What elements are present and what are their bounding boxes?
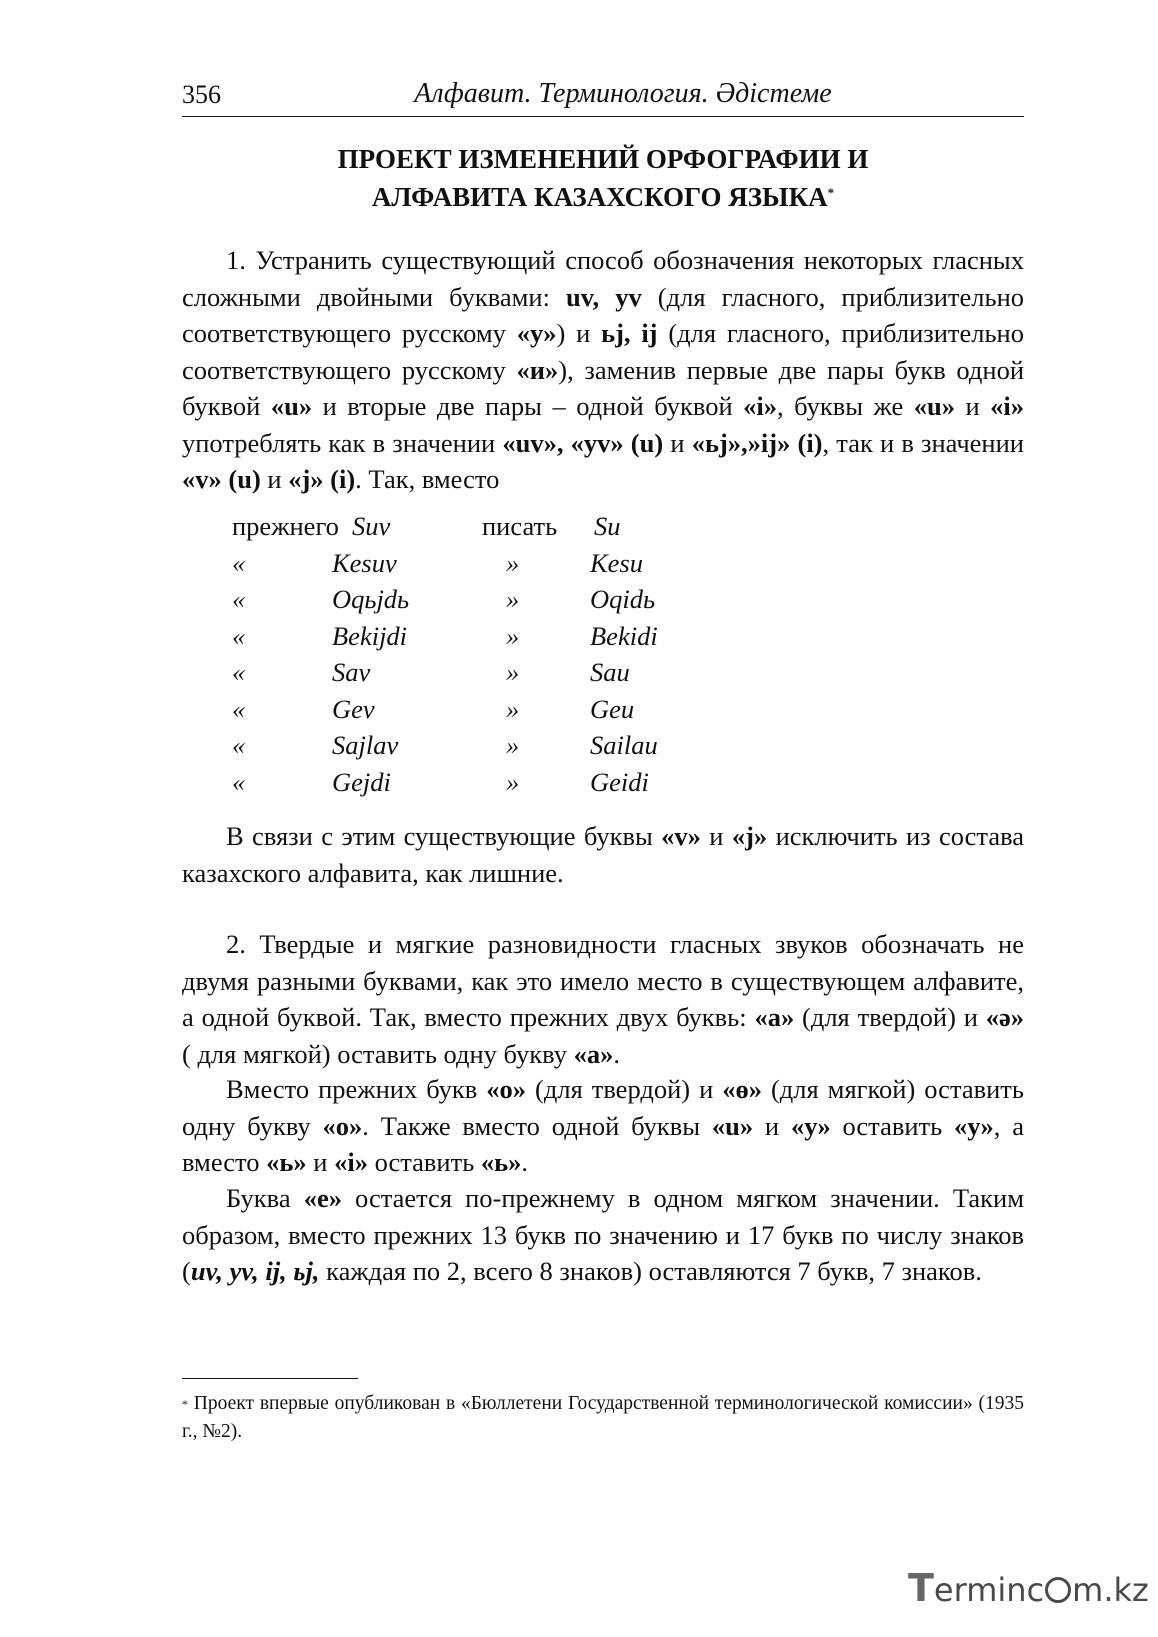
logo-circle-icon xyxy=(1045,1577,1071,1603)
footnote-separator xyxy=(182,1378,358,1379)
old-spelling: Bekijdi xyxy=(332,620,408,651)
footnote xyxy=(182,1390,1024,1446)
logo-text-end: m.kz xyxy=(1072,1571,1149,1609)
ditto-mark: « xyxy=(232,584,246,614)
new-spelling: Geidi xyxy=(590,766,649,797)
examples-prefix: прежнего xyxy=(232,511,339,541)
old-spelling: Oqьjdь xyxy=(332,584,410,614)
logo-text-middle: erminc xyxy=(933,1571,1045,1609)
old-spelling: Kesuv xyxy=(332,547,397,578)
footnote-text: Проект впервые опубликован в «Бюллетени Государственной терминологической комиссии» (1935 г., №2). xyxy=(182,1393,1024,1442)
examples-write-label: писать xyxy=(482,511,558,541)
termincom-logo xyxy=(908,1568,1149,1610)
old-spelling: Sav xyxy=(332,657,371,687)
new-spelling: Bekidi xyxy=(590,620,658,651)
logo-letter-t: T xyxy=(908,1566,934,1610)
title-line-2-text: АЛФАВИТА КАЗАХСКОГО ЯЗЫКА xyxy=(371,182,828,212)
ditto-mark: « xyxy=(232,620,246,651)
examples-old-word: Suv xyxy=(352,511,391,541)
document-title xyxy=(182,140,1024,216)
running-header xyxy=(182,76,1024,117)
title-line-1: ПРОЕКТ ИЗМЕНЕНИЙ ОРФОГРАФИИ И xyxy=(337,144,869,174)
ditto-mark: » xyxy=(506,730,520,760)
title-line-2 xyxy=(182,178,1024,216)
ditto-mark: » xyxy=(506,547,520,578)
ditto-mark: « xyxy=(232,693,246,724)
old-spelling: Sajlav xyxy=(332,730,399,760)
ditto-mark: » xyxy=(506,766,520,797)
new-spelling: Sau xyxy=(590,657,630,687)
ditto-mark: « xyxy=(232,766,246,797)
footnote-mark: * xyxy=(182,1397,188,1411)
new-spelling: Oqidь xyxy=(590,584,656,614)
ditto-mark: « xyxy=(232,730,246,760)
old-spelling: Gejdi xyxy=(332,766,391,797)
page-number: 356 xyxy=(182,80,221,109)
ditto-mark: » xyxy=(506,584,520,614)
ditto-mark: « xyxy=(232,547,246,578)
section-2-paragraph-1: 2. Твердые и мягкие разновидности гласных звуков обозначать не двумя разными буквами, как это имело место в существующем алфавите, а одной буквой. Так, вместо прежних двух буквь: «a» (для твердой) и «ә» ( для мягкой) оставить одну букву «a». xyxy=(182,929,1024,1069)
section-2-paragraph-2: Вместо прежних букв «o» (для твердой) и «ө» (для мягкой) оставить одну букву «o». Также вместо одной буквы «u» и «y» оставить «y», а вместо «ь» и «i» оставить «ь». xyxy=(182,1074,1024,1177)
old-spelling: Gev xyxy=(332,693,375,724)
ditto-mark: » xyxy=(506,620,520,651)
section-1-paragraph: 1. Устранить существующий способ обозначения некоторых гласных сложными двойными буквами: uv, yv (для гласного, приблизительно соответствующего русскому «y») и ьj, ij (для гласного, приблизительно соответствующего русскому «и»), заменив первые две пары букв одной буквой «u» и вторые две пары – одной буквой «i», буквы же «u» и «i» употреблять как в значении «uv», «yv» (u) и «ьj»,»ij» (i), так и в значении «v» (u) и «j» (i). Так, вместо xyxy=(182,245,1025,494)
examples-new-word: Su xyxy=(594,511,621,541)
running-title: Алфавит. Терминология. Әдістеме xyxy=(414,78,832,109)
ditto-mark: » xyxy=(506,657,520,687)
new-spelling: Sailau xyxy=(590,730,658,760)
section-2-paragraph-3: Буква «e» остается по-прежнему в одном мягком значении. Таким образом, вместо прежних 13 букв по значению и 17 букв по числу знаков (uv, yv, ij, ьj, каждая по 2, всего 8 знаков) оставляются 7 букв, 7 знаков. xyxy=(182,1183,1025,1286)
section-1-note: В связи с этим существующие буквы «v» и «j» исключить из состава казахского алфавита, как лишние. xyxy=(182,821,1025,888)
footnote-reference: * xyxy=(827,185,835,200)
new-spelling: Kesu xyxy=(590,547,643,578)
ditto-mark: » xyxy=(506,693,520,724)
ditto-mark: « xyxy=(232,657,246,687)
new-spelling: Geu xyxy=(590,693,635,724)
